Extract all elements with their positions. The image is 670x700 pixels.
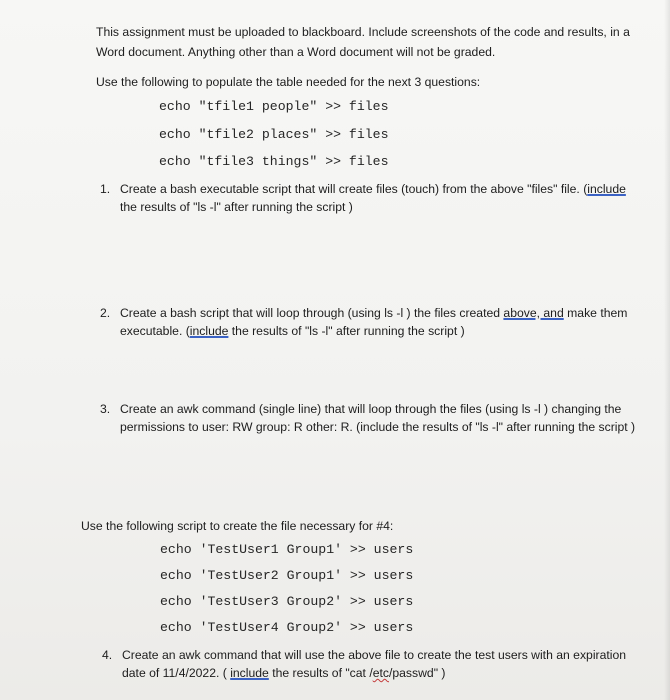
question-number: 1. — [100, 182, 111, 196]
question-number: 4. — [102, 648, 113, 662]
question-2-line-2: executable. (include the results of "ls -l" after running the script ) — [120, 324, 465, 338]
question-3-line-2: permissions to user: RW group: R other: R. (include the results of "ls -l" after running the script ) — [120, 420, 636, 434]
code-line: echo "tfile1 people" >> files — [159, 99, 389, 114]
code-line: echo 'TestUser2 Group1' >> users — [160, 568, 414, 583]
setup-heading-1: Use the following to populate the table needed for the next 3 questions: — [96, 75, 481, 89]
code-line: echo 'TestUser1 Group1' >> users — [160, 542, 414, 557]
question-4-line-2: date of 11/4/2022. ( include the results of "cat /etc/passwd" ) — [122, 666, 446, 680]
question-4-line-1: 4. Create an awk command that will use the above file to create the test users with an expiration — [102, 648, 627, 662]
page-edge-shadow — [664, 0, 670, 700]
setup-heading-2: Use the following script to create the file necessary for #4: — [81, 519, 394, 533]
question-number: 3. — [100, 402, 111, 416]
code-line: echo 'TestUser4 Group2' >> users — [160, 620, 414, 635]
question-number: 2. — [100, 306, 111, 320]
question-1-line-1: 1. Create a bash executable script that will create files (touch) from the above "files" file. (include — [100, 182, 626, 196]
code-line: echo 'TestUser3 Group2' >> users — [160, 594, 414, 609]
question-3-line-1: 3. Create an awk command (single line) that will loop through the files (using ls -l ) changing the — [100, 402, 622, 416]
code-line: echo "tfile3 things" >> files — [159, 154, 389, 169]
intro-line-1: This assignment must be uploaded to blackboard. Include screenshots of the code and results, in a — [96, 25, 630, 39]
intro-line-2: Word document. Anything other than a Word document will not be graded. — [96, 45, 496, 59]
code-line: echo "tfile2 places" >> files — [159, 127, 389, 142]
question-1-line-2: the results of "ls -l" after running the script ) — [120, 200, 353, 214]
question-2-line-1: 2. Create a bash script that will loop through (using ls -l ) the files created above, and make them — [100, 306, 628, 320]
